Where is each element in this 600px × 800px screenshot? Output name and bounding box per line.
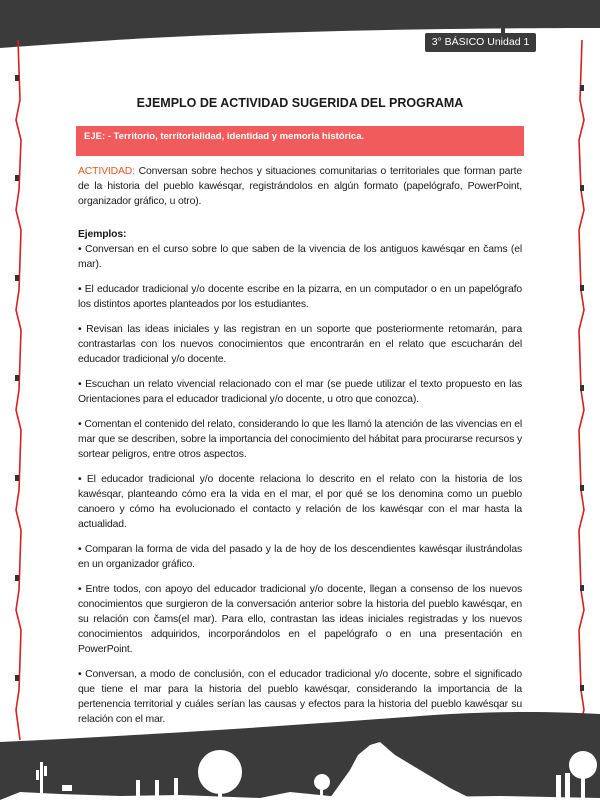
example-item: • El educador tradicional y/o docente escribe en la pizarra, en un computador o en un papelógrafo los distintos aportes planteados por los estudiantes. (78, 284, 522, 310)
example-item: • Comentan el contenido del relato, considerando lo que les llamó la atención de las vivencias en el mar que se describen, sobre la importancia del conocimiento del hábitat para procurarse recursos y sortear peligros, entre otros aspectos. (78, 419, 522, 460)
right-decorative-border (572, 40, 592, 740)
example-item: • Comparan la forma de vida del pasado y la de hoy de los descendientes kawésqar ilustrándolas en un organizador gráfico. (78, 544, 522, 570)
left-decorative-border (10, 40, 30, 740)
unit-badge: 3° BÁSICO Unidad 1 (425, 33, 536, 52)
eje-banner: EJE: - Territorio, territorialidad, identidad y memoria histórica. (76, 126, 524, 156)
example-item: • Entre todos, con apoyo del educador tradicional y/o docente, llegan a consenso de los nuevos conocimientos que surgieron de la conversación anterior sobre la historia del pueblo kawésqar, en su relación con čams(el mar). Para ello, contrastan las ideas iniciales registradas y los nuevos conocimientos adquiridos, incorporándolos en el papelógrafo o en una presentación en PowerPoint. (78, 584, 522, 655)
page-title: EJEMPLO DE ACTIVIDAD SUGERIDA DEL PROGRAMA (136, 96, 464, 110)
activity-paragraph (78, 164, 522, 209)
example-item: • El educador tradicional y/o docente relaciona lo descrito en el relato con la historia de los kawésqar, planteando cómo era la vida en el mar, el por qué se los denomina como un pueblo canoero y cómo ha evolucionado el contacto y relación de los kawésqar con el mar hasta la actualidad. (78, 474, 522, 530)
example-item: • Conversan, a modo de conclusión, con el educador tradicional y/o docente, sobre el significado que tiene el mar para la historia del pueblo kawésqar, considerando la importancia de la pertenencia territorial y cuáles serían las causas y efectos para la historia del pueblo kawésqar su relación con el mar. (78, 669, 522, 725)
activity-label: ACTIVIDAD: (78, 166, 135, 177)
example-item: • Revisan las ideas iniciales y las registran en un soporte que posteriormente retomarán, para contrastarlas con los nuevos conocimientos que encontrarán en el relato que escucharán del educador tradicional y/o docente. (78, 324, 522, 365)
example-item: • Conversan en el curso sobre lo que saben de la vivencia de los antiguos kawésqar en čams (el mar). (78, 244, 522, 270)
activity-text: Conversan sobre hechos y situaciones comunitarias o territoriales que forman parte de la historia del pueblo kawésqar, registrándolos en algún formato (papelógrafo, PowerPoint, organizador gráfico, u otro). (78, 166, 522, 207)
activity-content (78, 164, 522, 737)
examples-heading: Ejemplos: (78, 229, 127, 240)
footer-landscape-illustration (0, 700, 600, 800)
example-item: • Escuchan un relato vivencial relacionado con el mar (se puede utilizar el texto propuesto en las Orientaciones para el educador tradicional y/o docente, u otro que conozca). (78, 379, 522, 405)
